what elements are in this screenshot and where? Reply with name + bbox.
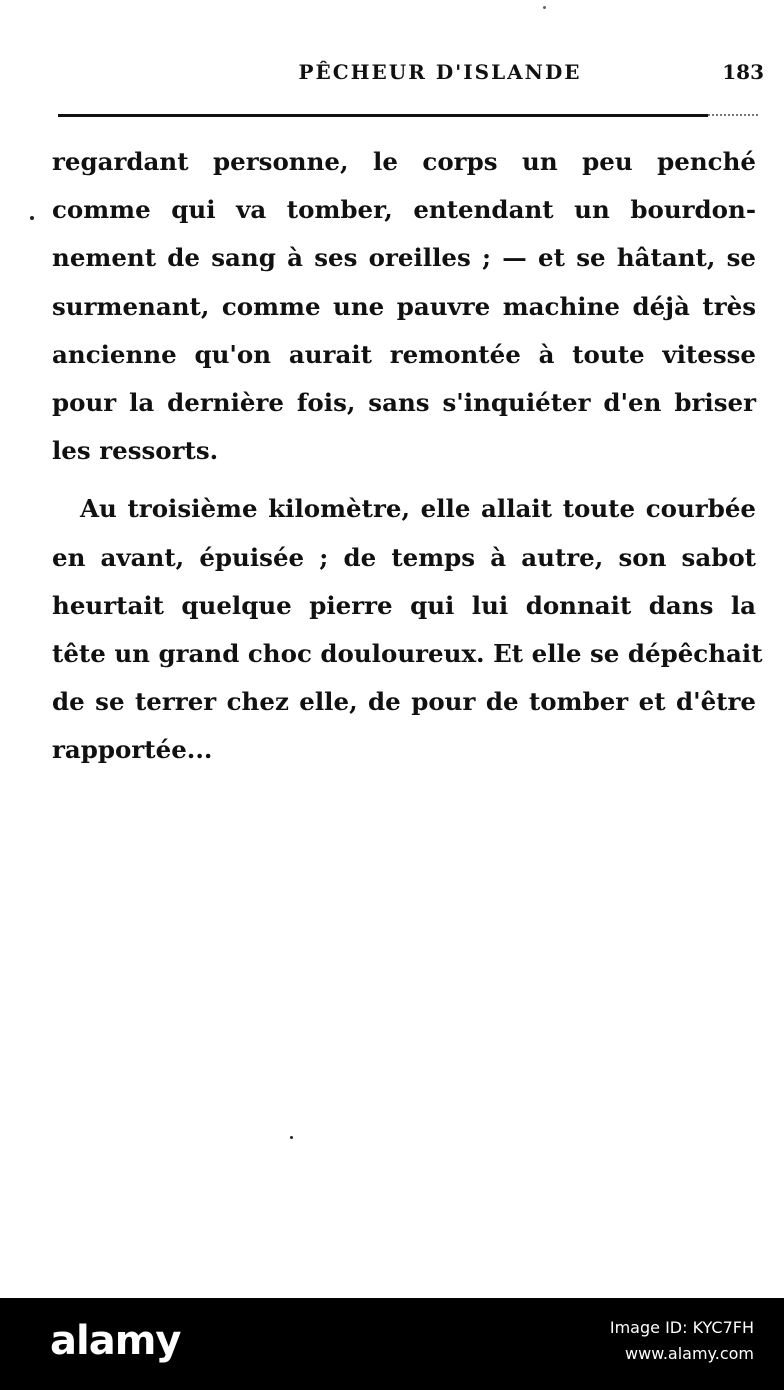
- paragraph-2: [52, 485, 763, 774]
- header-rule: [58, 114, 708, 117]
- header-rule-tail: [708, 114, 758, 116]
- watermark-bar: [0, 1298, 784, 1390]
- running-title: PÊCHEUR D'ISLANDE: [298, 60, 582, 84]
- text-line: pour la dernière fois, sans s'inquiéter d'en briser: [52, 388, 756, 418]
- text-line: en avant, épuisée ; de temps à autre, son sabot: [52, 542, 756, 572]
- watermark-image-id: Image ID: KYC7FH: [609, 1318, 754, 1337]
- text-line: surmenant, comme une pauvre machine déjà très: [52, 291, 756, 321]
- text-line: nement de sang à ses oreilles ; — et se hâtant, se: [52, 243, 756, 273]
- text-line: ancienne qu'on aurait remontée à toute vitesse: [52, 339, 756, 369]
- text-line: de se terrer chez elle, de pour de tomber et d'être: [52, 687, 756, 717]
- text-line: tête un grand choc douloureux. Et elle se dépêchait: [52, 639, 763, 669]
- watermark-logo: alamy: [50, 1318, 181, 1364]
- text-line: rapportée...: [52, 735, 213, 765]
- running-head: [60, 60, 770, 90]
- text-line: heurtait quelque pierre qui lui donnait dans la: [52, 590, 756, 620]
- page-number: 183: [722, 60, 764, 84]
- text-line: Au troisième kilomètre, elle allait toute courbée: [80, 494, 756, 524]
- watermark-url: www.alamy.com: [625, 1344, 754, 1363]
- paragraph-1: [52, 138, 756, 475]
- text-line: les ressorts.: [52, 436, 219, 466]
- margin-speck: [30, 216, 34, 220]
- body-text: [52, 138, 763, 785]
- page-speck: [543, 6, 546, 9]
- text-line: comme qui va tomber, entendant un bourdon-: [52, 195, 756, 225]
- text-line: regardant personne, le corps un peu penché: [52, 147, 756, 176]
- page-speck: [290, 1136, 293, 1139]
